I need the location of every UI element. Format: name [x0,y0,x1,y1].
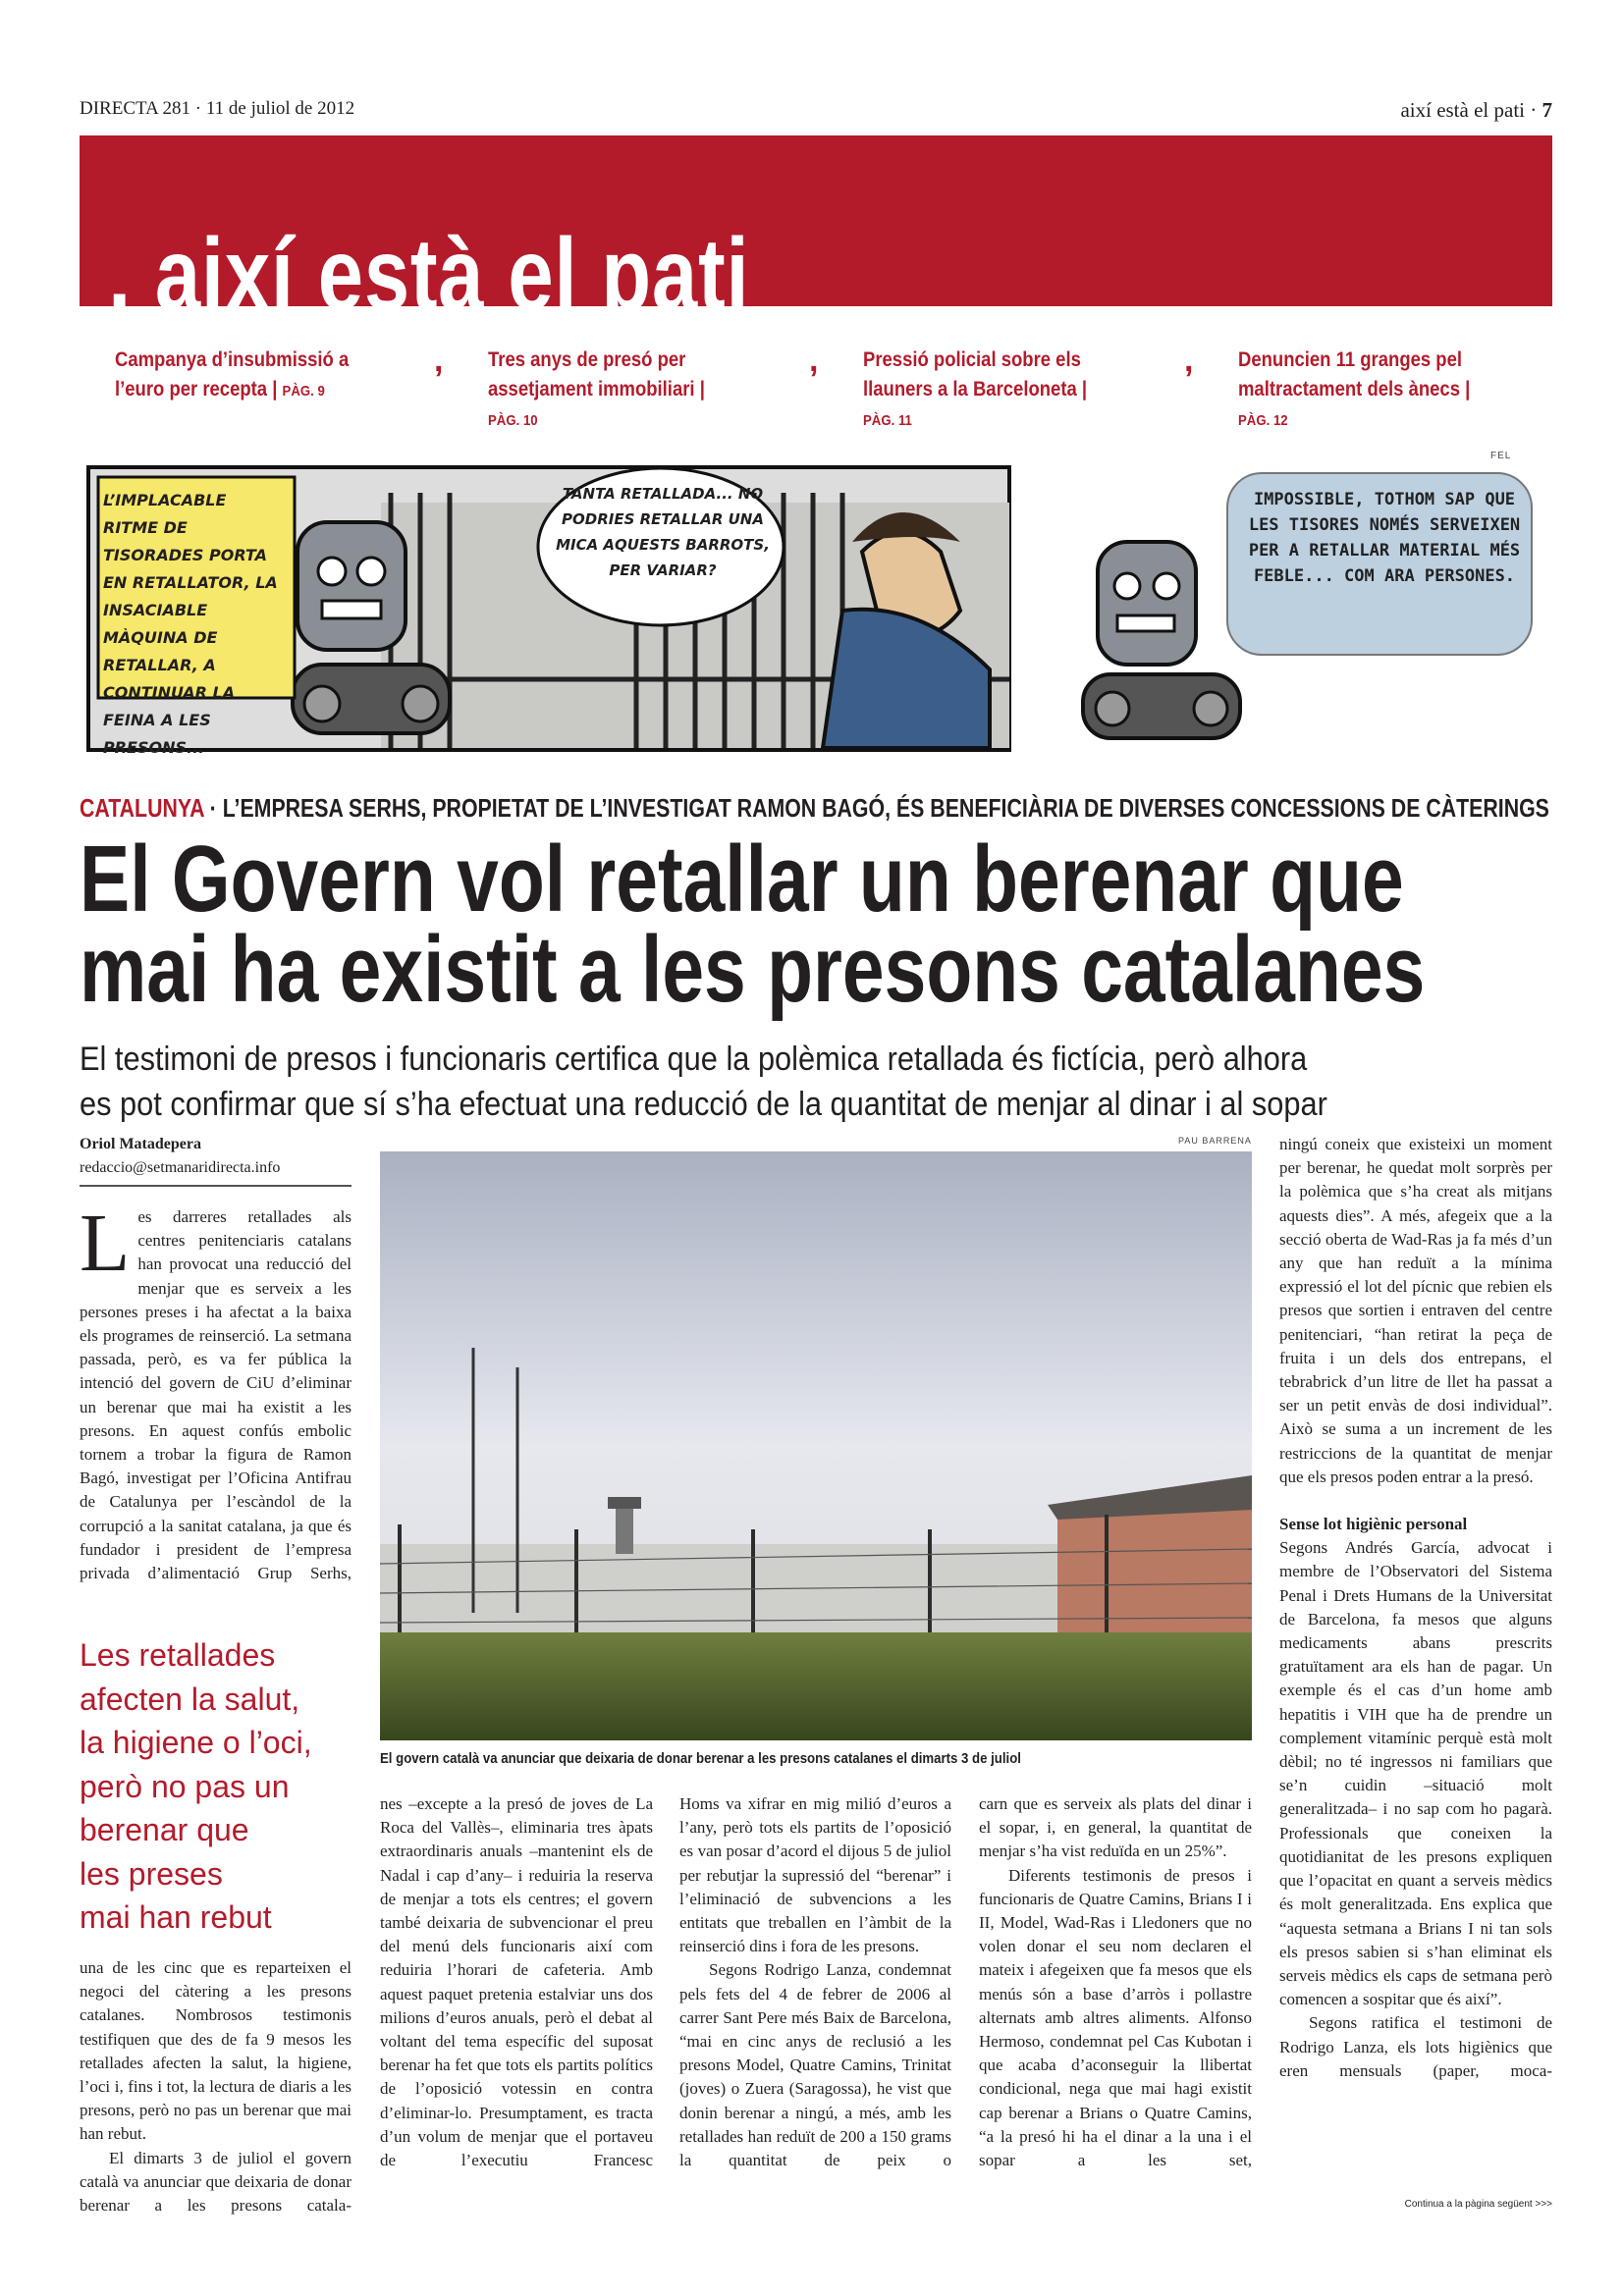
headline-line: El Govern vol retallar un berenar que [80,827,1404,932]
comic-bubble-2-text: IMPOSSIBLE, TOTHOM SAP QUE LES TISORES NOMÉS SERVEIXEN PER A RETALLAR MATERIAL MÉS FEBLE... COM ARA PERSONES. [1248,490,1521,586]
article-column-3 [679,1792,951,2172]
subhead-line: es pot confirmar que sí s’ha efectuat una reducció de la quantitat de menjar al dinar i al sopar [80,1086,1327,1123]
article-column-2 [380,1792,653,2172]
teaser-page: PÀG. 10 [488,412,538,429]
byline [80,1133,352,1187]
pull-quote-line: Les retallades [80,1637,276,1673]
pull-quote-line: la higiene o l’oci, [80,1725,312,1760]
banner-title-text: així està el pati [154,218,750,332]
paragraph: Segons Rodrigo Lanza, condemnat pels fets del 4 de febrer de 2006 al carrer Sant Pere més Baix de Barcelona, “mai en cinc anys de reclusió a les presons Model, Quatre Camins, Trinitat (joves) o Zuera (Saragossa), he vist que donin berenar a ningú, a més, amb les retallades han reduït de 200 a 150 grams la quantitat de peix o [679,1960,951,2170]
continue-next-page-link[interactable]: Continua a la pàgina següent >>> [1404,2199,1552,2210]
teaser-separator: , [434,342,444,379]
paragraph: ningú coneix que existeixi un moment per berenar, he quedat molt sorprès per la polèmica que s’ha creat als mitjans aquests dies”. A més, afegeix que a la secció oberta de Wad-Ras ja fa més d’un any que han reduït a la mínima expressió el lot del pícnic que rebien els presos que sortien i entraven del centre penitenciari, “han retirat la peça de fruita i un dels dos entrepans, el tebrabrick d’un litre de llet ha passat a ser un petit envàs de dosi individual”. Això se suma a un increment de les restriccions de la quantitat de menjar que els presos poden entrar a la presó. [1279,1135,1552,1486]
article-column-1-continued [80,1956,352,2217]
issue-date: DIRECTA 281 · 11 de juliol de 2012 [80,98,355,119]
pull-quote-line: afecten la salut, [80,1681,300,1717]
teaser-text: Tres anys de presó per assetjament immobiliari [488,348,695,400]
pull-quote-line: però no pas un [80,1768,290,1804]
prison-photo [380,1151,1252,1740]
paragraph: Segons ratifica el testimoni de Rodrigo Lanza, els lots higiènics que eren mensuals (paper, moca- [1279,2013,1552,2080]
page-section-label: així està el pati · 7 [1400,98,1552,122]
pull-quote-line: mai han rebut [80,1899,272,1935]
section-subheading: Sense lot higiènic personal [1279,1515,1468,1534]
robot-icon [1083,542,1240,738]
article-column-4 [979,1792,1252,2172]
paragraph: una de les cinc que es reparteixen el negoci del càtering a les presons catalanes. Nombrosos testimonis testifiquen que des de fa 9 mesos les retallades afecten la salut, la higiene, l’oci i, fins i tot, la lectura de diaris a les presons, però no pas un berenar que mai han rebut. [80,1958,352,2144]
kicker-text: · L’EMPRESA SERHS, PROPIETAT DE L’INVESTIGAT RAMON BAGÓ, ÉS BENEFICIÀRIA DE DIVERSES CONCESSIONS DE CÀTERINGS [203,793,1549,823]
page-number: 7 [1542,98,1552,122]
teaser-4[interactable]: Denuncien 11 granges pel maltractament dels ànecs | PÀG. 12 [1238,348,1471,429]
banner-comma: , [108,218,132,332]
teaser-1[interactable]: Campanya d’insubmissió a l’euro per recepta | PÀG. 9 [115,348,350,400]
pull-quote-line: les preses [80,1855,223,1892]
pull-quote [80,1633,352,1940]
teaser-page: PÀG. 9 [282,383,325,400]
author-email[interactable]: redaccio@setmanaridirecta.info [80,1159,281,1176]
teaser-page: PÀG. 12 [1238,412,1288,429]
photo-caption: El govern català va anunciar que deixaria de donar berenar a les presons catalanes el dimarts 3 de juliol [380,1750,1021,1767]
photo-credit: PAU BARRENA [1178,1136,1252,1146]
paragraph: El dimarts 3 de juliol el govern català va anunciar que deixaria de donar berenar a les presons catala- [80,2148,352,2216]
subhead-line: El testimoni de presos i funcionaris certifica que la polèmica retallada és fictícia, però alhora [80,1041,1308,1078]
paragraph: nes –excepte a la presó de joves de La Roca del Vallès–, eliminaria tres àpats extraordinaris anuals –mantenint els de Nadal i cap d’any– i reduiria la reserva de menjar a tots els centres; el govern també deixaria de subvencionar el preu del menú dels funcionaris així com reduiria l’horari de cafeteria. Amb aquest paquet pretenia estalviar uns dos milions d’euros anuals, però el debat al voltant del tema específic del suposat berenar ha fet que tots els partits polítics de l’oposició votessin en contra d’eliminar-lo. Presumptament, es tracta d’un volum de menjar que el portaveu de l’executiu Francesc [380,1794,653,2170]
section-label: CATALUNYA [80,793,204,823]
teaser-text: Denuncien 11 granges pel maltractament dels ànecs [1238,348,1463,400]
subheadline [80,1037,1327,1127]
kicker [80,793,1549,824]
article-column-1 [80,1198,352,1585]
teaser-separator: , [809,342,819,379]
teaser-2[interactable]: Tres anys de presó per assetjament immobiliari | PÀG. 10 [488,348,705,429]
author-name: Oriol Matadepera [80,1136,201,1152]
teaser-separator: , [1184,342,1194,379]
section-banner-title [108,218,750,332]
paragraph: carn que es serveix als plats del dinar i el sopar, i, en general, la quantitat de menjar s’ha vist reduïda en un 25%”. [979,1794,1252,1861]
paragraph: Homs va xifrar en mig milió d’euros a l’any, però tots els partits de l’oposició es van posar d’acord el dijous 5 de juliol per rebutjar la supressió del “berenar” i l’eliminació de subvencions a les entitats que treballen en l’àmbit de la reinserció dins i fora de les presons. [679,1794,951,1956]
teaser-page: PÀG. 11 [863,412,912,429]
teaser-text: Pressió policial sobre els llauners a la Barceloneta [863,348,1081,400]
section-name: així està el pati [1400,98,1525,122]
headline-line: mai ha existit a les presons catalanes [80,917,1426,1022]
paragraph: Diferents testimonis de presos i funcionaris de Quatre Camins, Brians I i II, Model, Wad-Ras i Lledoners que no volen donar el seu nom declaren el mateix i afegeixen que fa mesos que els menús són a base d’arròs i pollastre alternats amb altres aliments. Alfonso Hermoso, condemnat pel Cas Kubotan i que acaba d’aconseguir la llibertat condicional, nega que mai hagi existit cap berenar a Brians o Quatre Camins, “a la presó hi ha el dinar a la una i el sopar a les set, [979,1865,1252,2170]
article-column-5 [1279,1133,1552,2083]
teaser-3[interactable]: Pressió policial sobre els llauners a la Barceloneta | PÀG. 11 [863,348,1088,429]
paragraph: Segons Andrés García, advocat i membre de l’Observatori del Sistema Penal i Drets Humans de la Universitat de Barcelona, fa mesos que alguns medicaments abans prescrits gratuïtament ara els han de pagar. Un exemple és el cas d’un home amb hepatitis i VIH que ha de prendre un complement vitamínic perquè està molt dèbil; no té ingressos ni familiars que se’n cuidin –situació molt generalitzada– i no sap com ho pagarà. Professionals que coneixen la quotidianitat de les presons expliquen que l’opacitat en quant a serveis mèdics és molt generalitzada. Ens explica que “aquesta setmana a Brians I ni tan sols els presos sabien si s’han eliminat els serveis mèdics els caps de setmana però comencen a sospitar que és així”. [1279,1538,1552,2009]
comic-credit: FEL [1490,451,1512,461]
pull-quote-line: berenar que [80,1812,249,1847]
headline [80,827,1426,1022]
comic-bubble-1-text: TANTA RETALLADA... NO PODRIES RETALLAR UNA MICA AQUESTS BARROTS, PER VARIAR? [556,485,770,579]
teaser-text: Campanya d’insubmissió a l’euro per recepta [115,348,350,400]
comic-caption-text: L’IMPLACABLE RITME DE TISORADES PORTA EN RETALLATOR, LA INSACIABLE MÀQUINA DE RETALLAR, A CONTINUAR LA FEINA A LES PRESONS... [103,491,278,757]
paragraph: es darreres retallades als centres penitenciaris catalans han provocat una reducció del menjar que es serveix a les persones preses i ha afectat a la baixa els programes de reinserció. La setmana passada, però, es va fer pública la intenció del govern de CiU d’eliminar un berenar que mai ha existit a les presons. En aquest confús embolic tornem a trobar la figura de Ramon Bagó, investigat per l’Oficina Antifrau de Catalunya per l’escàndol de la corrupció a la sanitat catalana, ja que és fundador i president de l’empresa privada d’alimentació Grup Serhs, [80,1207,352,1583]
drop-cap: L [80,1198,131,1289]
